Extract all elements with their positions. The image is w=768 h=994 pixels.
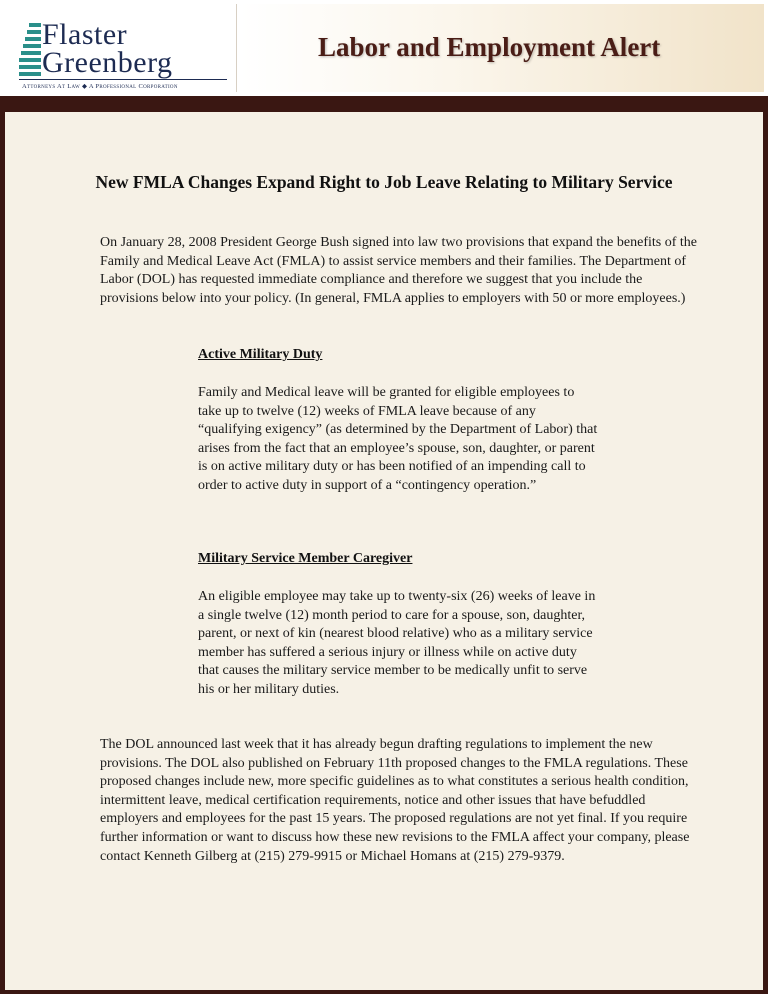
article-headline: New FMLA Changes Expand Right to Job Leave Relating to Military Service bbox=[95, 172, 673, 192]
section-heading-caregiver: Military Service Member Caregiver bbox=[198, 551, 413, 566]
alert-banner bbox=[240, 4, 764, 92]
closing-paragraph: The DOL announced last week that it has already begun drafting regulations to implement the new provisions. The DOL also published on February 11th proposed changes to the FMLA regulations. These proposed changes include new, more specific guidelines as to what constitutes a serious health condition, intermittent leave, medical certification requirements, notice and other issues that have befuddled employers and employees for the past 15 years. The proposed regulations are not yet final. If you require further information or want to discuss how these new revisions to the FMLA affect your company, please contact Kenneth Gilberg at (215) 279-9915 or Michael Homans at (215) 279-9379. bbox=[100, 737, 690, 864]
section-heading-active-military-duty: Active Military Duty bbox=[198, 347, 323, 362]
firm-logo bbox=[4, 4, 237, 92]
document-body bbox=[5, 112, 763, 990]
logo-divider bbox=[19, 79, 227, 80]
logo-tagline: Attorneys At Law ◆ A Professional Corporation bbox=[22, 83, 178, 90]
header-divider-bar bbox=[0, 96, 768, 112]
banner-title: Labor and Employment Alert bbox=[318, 32, 661, 62]
section-body-caregiver: An eligible employee may take up to twenty-six (26) weeks of leave in a single twelve (12) month period to care for a spouse, son, daughter, parent, or next of kin (nearest blood relative) who as a military service member has suffered a serious injury or illness while on active duty that causes the military service member to be medically unfit to serve his or her military duties. bbox=[198, 589, 596, 697]
logo-wordmark-line1: Flaster bbox=[42, 18, 128, 51]
intro-paragraph: On January 28, 2008 President George Bush signed into law two provisions that expand the benefits of the Family and Medical Leave Act (FMLA) to assist service members and their families. The Department of Labor (DOL) has requested immediate compliance and therefore we suggest that you include the provisions below into your policy. (In general, FMLA applies to employers with 50 or more employees.) bbox=[100, 235, 697, 306]
header bbox=[0, 0, 768, 96]
section-body-active-military-duty: Family and Medical leave will be granted for eligible employees to take up to twelve (12) weeks of FMLA leave because of any “qualifying exigency” (as determined by the Department of Labor) that arises from the fact that an employee’s spouse, son, daughter, or parent is on active military duty or has been notified of an impending call to order to active duty in support of a “contingency operation.” bbox=[198, 385, 598, 493]
logo-wordmark-line2: Greenberg bbox=[42, 46, 173, 79]
